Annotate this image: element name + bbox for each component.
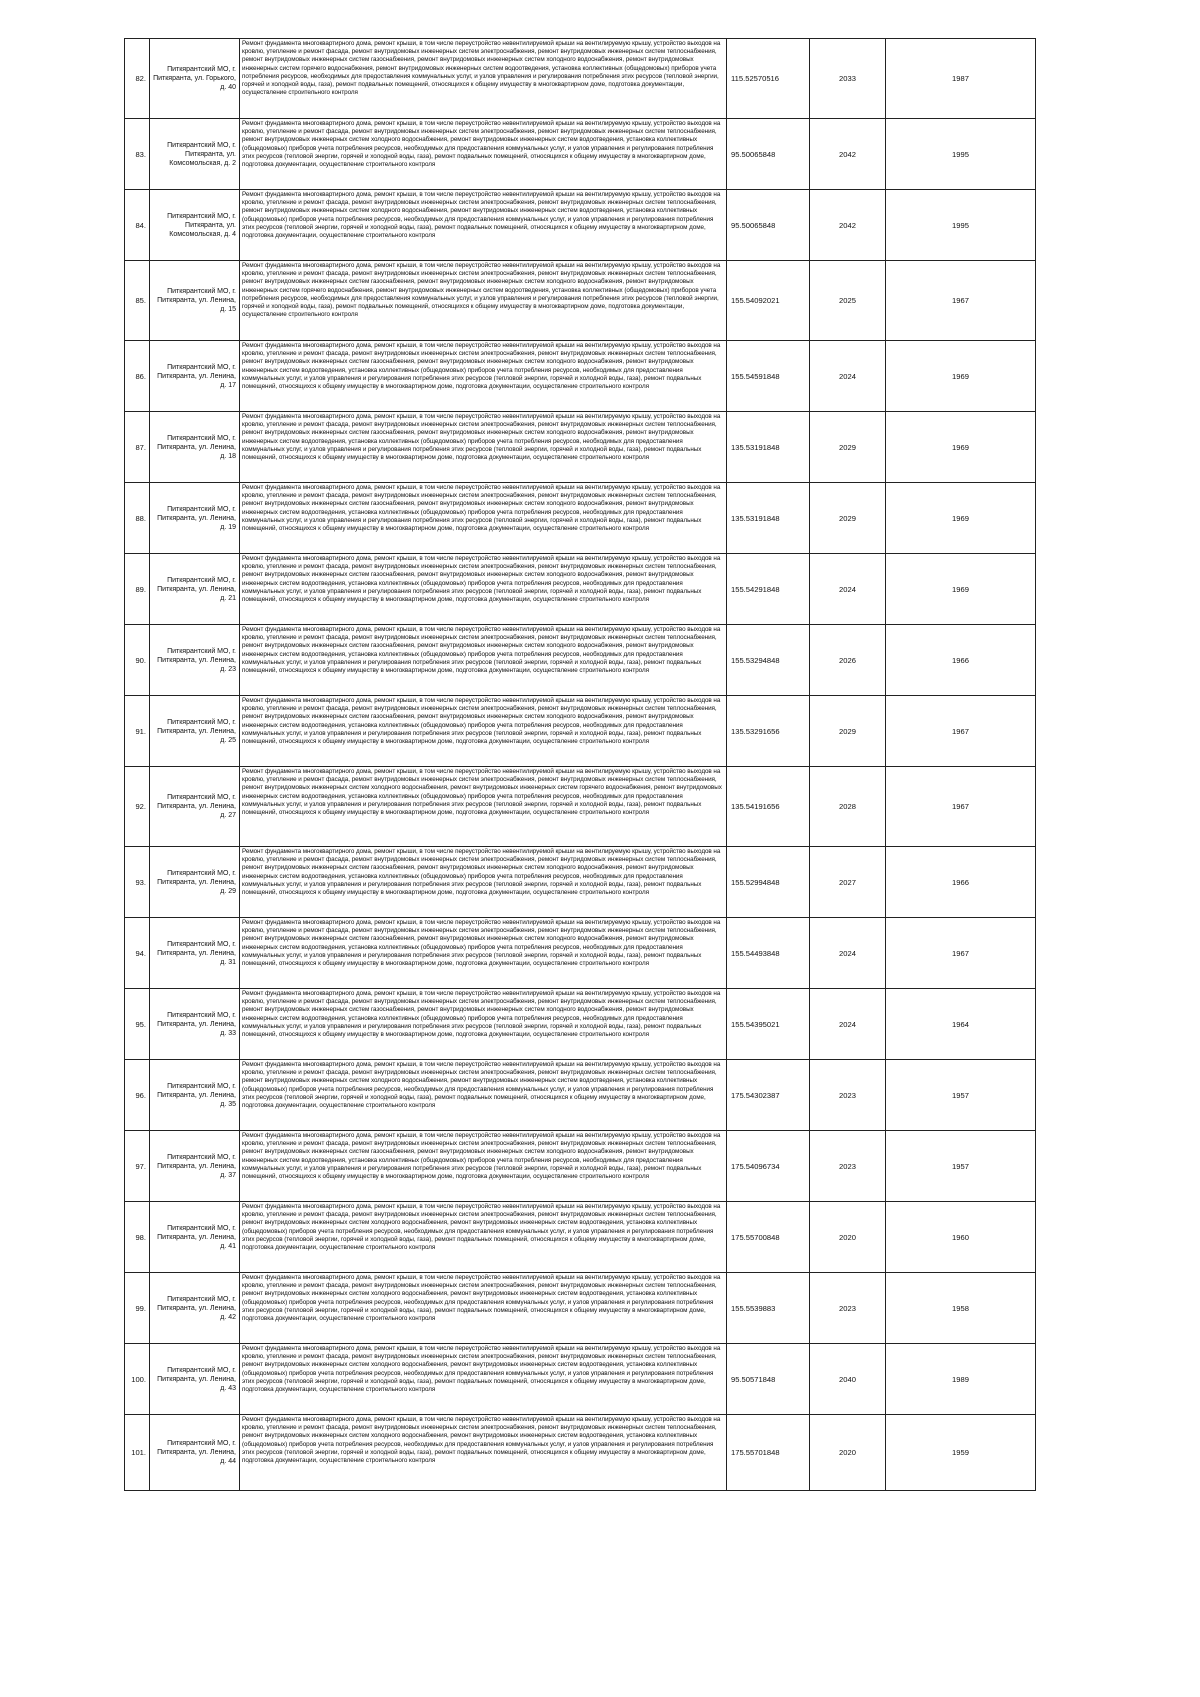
planned-year-cell: 2024 — [810, 554, 886, 625]
build-year-cell: 1960 — [886, 1202, 1036, 1273]
build-year-cell: 1957 — [886, 1060, 1036, 1131]
build-year-cell: 1966 — [886, 847, 1036, 918]
address-cell: Питкярантский МО, г. Питкяранта, ул. Ленина, д. 19 — [150, 483, 240, 554]
table-row — [125, 1060, 1036, 1131]
planned-year-cell: 2029 — [810, 412, 886, 483]
planned-year-cell: 2020 — [810, 1415, 886, 1491]
area-cell: 155.54493848 — [727, 918, 810, 989]
planned-year-cell: 2027 — [810, 847, 886, 918]
build-year-cell: 1987 — [886, 39, 1036, 119]
table-row — [125, 918, 1036, 989]
build-year-cell: 1967 — [886, 918, 1036, 989]
address-cell: Питкярантский МО, г. Питкяранта, ул. Ленина, д. 23 — [150, 625, 240, 696]
build-year-cell: 1969 — [886, 341, 1036, 412]
row-number: 90. — [125, 625, 150, 696]
area-cell: 175.55700848 — [727, 1202, 810, 1273]
row-number: 97. — [125, 1131, 150, 1202]
area-cell: 155.52994848 — [727, 847, 810, 918]
table-row — [125, 1273, 1036, 1344]
address-cell: Питкярантский МО, г. Питкяранта, ул. Комсомольская, д. 4 — [150, 190, 240, 261]
area-cell: 135.53191848 — [727, 412, 810, 483]
address-cell: Питкярантский МО, г. Питкяранта, ул. Ленина, д. 31 — [150, 918, 240, 989]
build-year-cell: 1995 — [886, 190, 1036, 261]
planned-year-cell: 2023 — [810, 1273, 886, 1344]
works-cell: Ремонт фундамента многоквартирного дома, ремонт крыши, в том числе переустройство невентилируемой крыши на вентилируемую крышу, устройство выходов на кровлю, утепление и ремонт фасада, ремонт внутридомовых инженерных систем электроснабжения, ремонт внутридомовых инженерных систем теплоснабжения, ремонт внутридомовых инженерных систем холодного водоснабжения, ремонт внутридомовых инженерных систем водоотведения, установка коллективных (общедомовых) приборов учета потребления ресурсов, необходимых для предоставления коммунальных услуг, и узлов управления и регулирования потребления этих ресурсов (тепловой энергии, горячей и холодной воды, газа), ремонт подвальных помещений, относящихся к общему имуществу в многоквартирном доме, подготовка документации, осуществление строительного контроля — [240, 119, 727, 190]
address-cell: Питкярантский МО, г. Питкяранта, ул. Ленина, д. 17 — [150, 341, 240, 412]
address-cell: Питкярантский МО, г. Питкяранта, ул. Ленина, д. 35 — [150, 1060, 240, 1131]
table-row — [125, 554, 1036, 625]
area-cell: 135.53291656 — [727, 696, 810, 767]
table-row — [125, 341, 1036, 412]
build-year-cell: 1969 — [886, 483, 1036, 554]
works-cell: Ремонт фундамента многоквартирного дома, ремонт крыши, в том числе переустройство невентилируемой крыши на вентилируемую крышу, устройство выходов на кровлю, утепление и ремонт фасада, ремонт внутридомовых инженерных систем электроснабжения, ремонт внутридомовых инженерных систем теплоснабжения, ремонт внутридомовых инженерных систем газоснабжения, ремонт внутридомовых инженерных систем холодного водоснабжения, ремонт внутридомовых инженерных систем горячего водоснабжения, ремонт внутридомовых инженерных систем водоотведения, установка коллективных (общедомовых) приборов учета потребления ресурсов, необходимых для предоставления коммунальных услуг, и узлов управления и регулирования потребления этих ресурсов (тепловой энергии, горячей и холодной воды, газа), ремонт подвальных помещений, относящихся к общему имуществу в многоквартирном доме, подготовка документации, осуществление строительного контроля — [240, 39, 727, 119]
build-year-cell: 1959 — [886, 1415, 1036, 1491]
build-year-cell: 1969 — [886, 554, 1036, 625]
row-number: 96. — [125, 1060, 150, 1131]
works-cell: Ремонт фундамента многоквартирного дома, ремонт крыши, в том числе переустройство невентилируемой крыши на вентилируемую крышу, устройство выходов на кровлю, утепление и ремонт фасада, ремонт внутридомовых инженерных систем электроснабжения, ремонт внутридомовых инженерных систем теплоснабжения, ремонт внутридомовых инженерных систем газоснабжения, ремонт внутридомовых инженерных систем холодного водоснабжения, ремонт внутридомовых инженерных систем водоотведения, установка коллективных (общедомовых) приборов учета потребления ресурсов, необходимых для предоставления коммунальных услуг, и узлов управления и регулирования потребления этих ресурсов (тепловой энергии, горячей и холодной воды, газа), ремонт подвальных помещений, относящихся к общему имуществу в многоквартирном доме, подготовка документации, осуществление строительного контроля — [240, 918, 727, 989]
table-row — [125, 483, 1036, 554]
area-cell: 155.54591848 — [727, 341, 810, 412]
works-cell: Ремонт фундамента многоквартирного дома, ремонт крыши, в том числе переустройство невентилируемой крыши на вентилируемую крышу, устройство выходов на кровлю, утепление и ремонт фасада, ремонт внутридомовых инженерных систем электроснабжения, ремонт внутридомовых инженерных систем теплоснабжения, ремонт внутридомовых инженерных систем газоснабжения, ремонт внутридомовых инженерных систем холодного водоснабжения, ремонт внутридомовых инженерных систем водоотведения, установка коллективных (общедомовых) приборов учета потребления ресурсов, необходимых для предоставления коммунальных услуг, и узлов управления и регулирования потребления этих ресурсов (тепловой энергии, горячей и холодной воды, газа), ремонт подвальных помещений, относящихся к общему имуществу в многоквартирном доме, подготовка документации, осуществление строительного контроля — [240, 696, 727, 767]
row-number: 82. — [125, 39, 150, 119]
row-number: 85. — [125, 261, 150, 341]
row-number: 88. — [125, 483, 150, 554]
area-cell: 155.53294848 — [727, 625, 810, 696]
address-cell: Питкярантский МО, г. Питкяранта, ул. Ленина, д. 41 — [150, 1202, 240, 1273]
planned-year-cell: 2033 — [810, 39, 886, 119]
works-cell: Ремонт фундамента многоквартирного дома, ремонт крыши, в том числе переустройство невентилируемой крыши на вентилируемую крышу, устройство выходов на кровлю, утепление и ремонт фасада, ремонт внутридомовых инженерных систем электроснабжения, ремонт внутридомовых инженерных систем теплоснабжения, ремонт внутридомовых инженерных систем холодного водоснабжения, ремонт внутридомовых инженерных систем водоотведения, установка коллективных (общедомовых) приборов учета потребления ресурсов, необходимых для предоставления коммунальных услуг, и узлов управления и регулирования потребления этих ресурсов (тепловой энергии, горячей и холодной воды, газа), ремонт подвальных помещений, относящихся к общему имуществу в многоквартирном доме, подготовка документации, осуществление строительного контроля — [240, 1273, 727, 1344]
planned-year-cell: 2023 — [810, 1131, 886, 1202]
planned-year-cell: 2040 — [810, 1344, 886, 1415]
table-row — [125, 1202, 1036, 1273]
row-number: 89. — [125, 554, 150, 625]
build-year-cell: 1967 — [886, 696, 1036, 767]
area-cell: 95.50571848 — [727, 1344, 810, 1415]
build-year-cell: 1957 — [886, 1131, 1036, 1202]
row-number: 94. — [125, 918, 150, 989]
address-cell: Питкярантский МО, г. Питкяранта, ул. Ленина, д. 18 — [150, 412, 240, 483]
works-cell: Ремонт фундамента многоквартирного дома, ремонт крыши, в том числе переустройство невентилируемой крыши на вентилируемую крышу, устройство выходов на кровлю, утепление и ремонт фасада, ремонт внутридомовых инженерных систем электроснабжения, ремонт внутридомовых инженерных систем теплоснабжения, ремонт внутридомовых инженерных систем газоснабжения, ремонт внутридомовых инженерных систем холодного водоснабжения, ремонт внутридомовых инженерных систем водоотведения, установка коллективных (общедомовых) приборов учета потребления ресурсов, необходимых для предоставления коммунальных услуг, и узлов управления и регулирования потребления этих ресурсов (тепловой энергии, горячей и холодной воды, газа), ремонт подвальных помещений, относящихся к общему имуществу в многоквартирном доме, подготовка документации, осуществление строительного контроля — [240, 341, 727, 412]
address-cell: Питкярантский МО, г. Питкяранта, ул. Ленина, д. 44 — [150, 1415, 240, 1491]
build-year-cell: 1958 — [886, 1273, 1036, 1344]
document-page — [124, 38, 1035, 1491]
works-cell: Ремонт фундамента многоквартирного дома, ремонт крыши, в том числе переустройство невентилируемой крыши на вентилируемую крышу, устройство выходов на кровлю, утепление и ремонт фасада, ремонт внутридомовых инженерных систем электроснабжения, ремонт внутридомовых инженерных систем теплоснабжения, ремонт внутридомовых инженерных систем холодного водоснабжения, ремонт внутридомовых инженерных систем водоотведения, установка коллективных (общедомовых) приборов учета потребления ресурсов, необходимых для предоставления коммунальных услуг, и узлов управления и регулирования потребления этих ресурсов (тепловой энергии, горячей и холодной воды, газа), ремонт подвальных помещений, относящихся к общему имуществу в многоквартирном доме, подготовка документации, осуществление строительного контроля — [240, 1202, 727, 1273]
row-number: 100. — [125, 1344, 150, 1415]
works-cell: Ремонт фундамента многоквартирного дома, ремонт крыши, в том числе переустройство невентилируемой крыши на вентилируемую крышу, устройство выходов на кровлю, утепление и ремонт фасада, ремонт внутридомовых инженерных систем электроснабжения, ремонт внутридомовых инженерных систем теплоснабжения, ремонт внутридомовых инженерных систем холодного водоснабжения, ремонт внутридомовых инженерных систем горячего водоснабжения, ремонт внутридомовых инженерных систем водоотведения, установка коллективных (общедомовых) приборов учета потребления ресурсов, необходимых для предоставления коммунальных услуг, и узлов управления и регулирования потребления этих ресурсов (тепловой энергии, горячей и холодной воды, газа), ремонт подвальных помещений, относящихся к общему имуществу в многоквартирном доме, подготовка документации, осуществление строительного контроля — [240, 767, 727, 847]
row-number: 101. — [125, 1415, 150, 1491]
works-cell: Ремонт фундамента многоквартирного дома, ремонт крыши, в том числе переустройство невентилируемой крыши на вентилируемую крышу, устройство выходов на кровлю, утепление и ремонт фасада, ремонт внутридомовых инженерных систем электроснабжения, ремонт внутридомовых инженерных систем теплоснабжения, ремонт внутридомовых инженерных систем газоснабжения, ремонт внутридомовых инженерных систем холодного водоснабжения, ремонт внутридомовых инженерных систем водоотведения, установка коллективных (общедомовых) приборов учета потребления ресурсов, необходимых для предоставления коммунальных услуг, и узлов управления и регулирования потребления этих ресурсов (тепловой энергии, горячей и холодной воды, газа), ремонт подвальных помещений, относящихся к общему имуществу в многоквартирном доме, подготовка документации, осуществление строительного контроля — [240, 483, 727, 554]
planned-year-cell: 2042 — [810, 190, 886, 261]
works-cell: Ремонт фундамента многоквартирного дома, ремонт крыши, в том числе переустройство невентилируемой крыши на вентилируемую крышу, устройство выходов на кровлю, утепление и ремонт фасада, ремонт внутридомовых инженерных систем электроснабжения, ремонт внутридомовых инженерных систем теплоснабжения, ремонт внутридомовых инженерных систем газоснабжения, ремонт внутридомовых инженерных систем холодного водоснабжения, ремонт внутридомовых инженерных систем водоотведения, установка коллективных (общедомовых) приборов учета потребления ресурсов, необходимых для предоставления коммунальных услуг, и узлов управления и регулирования потребления этих ресурсов (тепловой энергии, горячей и холодной воды, газа), ремонт подвальных помещений, относящихся к общему имуществу в многоквартирном доме, подготовка документации, осуществление строительного контроля — [240, 989, 727, 1060]
address-cell: Питкярантский МО, г. Питкяранта, ул. Ленина, д. 21 — [150, 554, 240, 625]
works-cell: Ремонт фундамента многоквартирного дома, ремонт крыши, в том числе переустройство невентилируемой крыши на вентилируемую крышу, устройство выходов на кровлю, утепление и ремонт фасада, ремонт внутридомовых инженерных систем электроснабжения, ремонт внутридомовых инженерных систем теплоснабжения, ремонт внутридомовых инженерных систем газоснабжения, ремонт внутридомовых инженерных систем холодного водоснабжения, ремонт внутридомовых инженерных систем горячего водоснабжения, ремонт внутридомовых инженерных систем водоотведения, установка коллективных (общедомовых) приборов учета потребления ресурсов, необходимых для предоставления коммунальных услуг, и узлов управления и регулирования потребления этих ресурсов (тепловой энергии, горячей и холодной воды, газа), ремонт подвальных помещений, относящихся к общему имуществу в многоквартирном доме, подготовка документации, осуществление строительного контроля — [240, 261, 727, 341]
table-row — [125, 190, 1036, 261]
planned-year-cell: 2024 — [810, 341, 886, 412]
address-cell: Питкярантский МО, г. Питкяранта, ул. Ленина, д. 27 — [150, 767, 240, 847]
table-row — [125, 39, 1036, 119]
address-cell: Питкярантский МО, г. Питкяранта, ул. Ленина, д. 25 — [150, 696, 240, 767]
planned-year-cell: 2024 — [810, 989, 886, 1060]
works-cell: Ремонт фундамента многоквартирного дома, ремонт крыши, в том числе переустройство невентилируемой крыши на вентилируемую крышу, устройство выходов на кровлю, утепление и ремонт фасада, ремонт внутридомовых инженерных систем электроснабжения, ремонт внутридомовых инженерных систем теплоснабжения, ремонт внутридомовых инженерных систем холодного водоснабжения, ремонт внутридомовых инженерных систем водоотведения, установка коллективных (общедомовых) приборов учета потребления ресурсов, необходимых для предоставления коммунальных услуг, и узлов управления и регулирования потребления этих ресурсов (тепловой энергии, горячей и холодной воды, газа), ремонт подвальных помещений, относящихся к общему имуществу в многоквартирном доме, подготовка документации, осуществление строительного контроля — [240, 1060, 727, 1131]
address-cell: Питкярантский МО, г. Питкяранта, ул. Горького, д. 40 — [150, 39, 240, 119]
table-row — [125, 767, 1036, 847]
build-year-cell: 1995 — [886, 119, 1036, 190]
row-number: 91. — [125, 696, 150, 767]
row-number: 83. — [125, 119, 150, 190]
row-number: 92. — [125, 767, 150, 847]
planned-year-cell: 2029 — [810, 483, 886, 554]
table-row — [125, 1344, 1036, 1415]
planned-year-cell: 2025 — [810, 261, 886, 341]
build-year-cell: 1967 — [886, 261, 1036, 341]
address-cell: Питкярантский МО, г. Питкяранта, ул. Ленина, д. 33 — [150, 989, 240, 1060]
build-year-cell: 1969 — [886, 412, 1036, 483]
address-cell: Питкярантский МО, г. Питкяранта, ул. Ленина, д. 29 — [150, 847, 240, 918]
row-number: 87. — [125, 412, 150, 483]
area-cell: 175.55701848 — [727, 1415, 810, 1491]
area-cell: 155.5539883 — [727, 1273, 810, 1344]
capital-repair-table — [124, 38, 1036, 1491]
area-cell: 115.52570516 — [727, 39, 810, 119]
works-cell: Ремонт фундамента многоквартирного дома, ремонт крыши, в том числе переустройство невентилируемой крыши на вентилируемую крышу, устройство выходов на кровлю, утепление и ремонт фасада, ремонт внутридомовых инженерных систем электроснабжения, ремонт внутридомовых инженерных систем теплоснабжения, ремонт внутридомовых инженерных систем газоснабжения, ремонт внутридомовых инженерных систем холодного водоснабжения, ремонт внутридомовых инженерных систем водоотведения, установка коллективных (общедомовых) приборов учета потребления ресурсов, необходимых для предоставления коммунальных услуг, и узлов управления и регулирования потребления этих ресурсов (тепловой энергии, горячей и холодной воды, газа), ремонт подвальных помещений, относящихся к общему имуществу в многоквартирном доме, подготовка документации, осуществление строительного контроля — [240, 847, 727, 918]
area-cell: 175.54096734 — [727, 1131, 810, 1202]
address-cell: Питкярантский МО, г. Питкяранта, ул. Ленина, д. 15 — [150, 261, 240, 341]
area-cell: 155.54092021 — [727, 261, 810, 341]
address-cell: Питкярантский МО, г. Питкяранта, ул. Комсомольская, д. 2 — [150, 119, 240, 190]
planned-year-cell: 2026 — [810, 625, 886, 696]
table-row — [125, 696, 1036, 767]
planned-year-cell: 2024 — [810, 918, 886, 989]
row-number: 86. — [125, 341, 150, 412]
table-body — [125, 39, 1036, 1491]
planned-year-cell: 2020 — [810, 1202, 886, 1273]
works-cell: Ремонт фундамента многоквартирного дома, ремонт крыши, в том числе переустройство невентилируемой крыши на вентилируемую крышу, устройство выходов на кровлю, утепление и ремонт фасада, ремонт внутридомовых инженерных систем электроснабжения, ремонт внутридомовых инженерных систем теплоснабжения, ремонт внутридомовых инженерных систем газоснабжения, ремонт внутридомовых инженерных систем холодного водоснабжения, ремонт внутридомовых инженерных систем водоотведения, установка коллективных (общедомовых) приборов учета потребления ресурсов, необходимых для предоставления коммунальных услуг, и узлов управления и регулирования потребления этих ресурсов (тепловой энергии, горячей и холодной воды, газа), ремонт подвальных помещений, относящихся к общему имуществу в многоквартирном доме, подготовка документации, осуществление строительного контроля — [240, 412, 727, 483]
works-cell: Ремонт фундамента многоквартирного дома, ремонт крыши, в том числе переустройство невентилируемой крыши на вентилируемую крышу, устройство выходов на кровлю, утепление и ремонт фасада, ремонт внутридомовых инженерных систем электроснабжения, ремонт внутридомовых инженерных систем теплоснабжения, ремонт внутридомовых инженерных систем газоснабжения, ремонт внутридомовых инженерных систем холодного водоснабжения, ремонт внутридомовых инженерных систем водоотведения, установка коллективных (общедомовых) приборов учета потребления ресурсов, необходимых для предоставления коммунальных услуг, и узлов управления и регулирования потребления этих ресурсов (тепловой энергии, горячей и холодной воды, газа), ремонт подвальных помещений, относящихся к общему имуществу в многоквартирном доме, подготовка документации, осуществление строительного контроля — [240, 1131, 727, 1202]
table-row — [125, 261, 1036, 341]
table-row — [125, 625, 1036, 696]
address-cell: Питкярантский МО, г. Питкяранта, ул. Ленина, д. 37 — [150, 1131, 240, 1202]
row-number: 99. — [125, 1273, 150, 1344]
table-row — [125, 119, 1036, 190]
area-cell: 155.54291848 — [727, 554, 810, 625]
area-cell: 135.53191848 — [727, 483, 810, 554]
row-number: 84. — [125, 190, 150, 261]
build-year-cell: 1967 — [886, 767, 1036, 847]
area-cell: 175.54302387 — [727, 1060, 810, 1131]
works-cell: Ремонт фундамента многоквартирного дома, ремонт крыши, в том числе переустройство невентилируемой крыши на вентилируемую крышу, устройство выходов на кровлю, утепление и ремонт фасада, ремонт внутридомовых инженерных систем электроснабжения, ремонт внутридомовых инженерных систем теплоснабжения, ремонт внутридомовых инженерных систем холодного водоснабжения, ремонт внутридомовых инженерных систем водоотведения, установка коллективных (общедомовых) приборов учета потребления ресурсов, необходимых для предоставления коммунальных услуг, и узлов управления и регулирования потребления этих ресурсов (тепловой энергии, горячей и холодной воды, газа), ремонт подвальных помещений, относящихся к общему имуществу в многоквартирном доме, подготовка документации, осуществление строительного контроля — [240, 1344, 727, 1415]
table-row — [125, 1415, 1036, 1491]
planned-year-cell: 2028 — [810, 767, 886, 847]
works-cell: Ремонт фундамента многоквартирного дома, ремонт крыши, в том числе переустройство невентилируемой крыши на вентилируемую крышу, устройство выходов на кровлю, утепление и ремонт фасада, ремонт внутридомовых инженерных систем электроснабжения, ремонт внутридомовых инженерных систем теплоснабжения, ремонт внутридомовых инженерных систем газоснабжения, ремонт внутридомовых инженерных систем холодного водоснабжения, ремонт внутридомовых инженерных систем водоотведения, установка коллективных (общедомовых) приборов учета потребления ресурсов, необходимых для предоставления коммунальных услуг, и узлов управления и регулирования потребления этих ресурсов (тепловой энергии, горячей и холодной воды, газа), ремонт подвальных помещений, относящихся к общему имуществу в многоквартирном доме, подготовка документации, осуществление строительного контроля — [240, 625, 727, 696]
row-number: 98. — [125, 1202, 150, 1273]
area-cell: 95.50065848 — [727, 190, 810, 261]
build-year-cell: 1989 — [886, 1344, 1036, 1415]
table-row — [125, 989, 1036, 1060]
address-cell: Питкярантский МО, г. Питкяранта, ул. Ленина, д. 43 — [150, 1344, 240, 1415]
build-year-cell: 1964 — [886, 989, 1036, 1060]
table-row — [125, 412, 1036, 483]
works-cell: Ремонт фундамента многоквартирного дома, ремонт крыши, в том числе переустройство невентилируемой крыши на вентилируемую крышу, устройство выходов на кровлю, утепление и ремонт фасада, ремонт внутридомовых инженерных систем электроснабжения, ремонт внутридомовых инженерных систем теплоснабжения, ремонт внутридомовых инженерных систем газоснабжения, ремонт внутридомовых инженерных систем холодного водоснабжения, ремонт внутридомовых инженерных систем водоотведения, установка коллективных (общедомовых) приборов учета потребления ресурсов, необходимых для предоставления коммунальных услуг, и узлов управления и регулирования потребления этих ресурсов (тепловой энергии, горячей и холодной воды, газа), ремонт подвальных помещений, относящихся к общему имуществу в многоквартирном доме, подготовка документации, осуществление строительного контроля — [240, 554, 727, 625]
planned-year-cell: 2029 — [810, 696, 886, 767]
row-number: 93. — [125, 847, 150, 918]
row-number: 95. — [125, 989, 150, 1060]
table-row — [125, 1131, 1036, 1202]
planned-year-cell: 2042 — [810, 119, 886, 190]
area-cell: 95.50065848 — [727, 119, 810, 190]
works-cell: Ремонт фундамента многоквартирного дома, ремонт крыши, в том числе переустройство невентилируемой крыши на вентилируемую крышу, устройство выходов на кровлю, утепление и ремонт фасада, ремонт внутридомовых инженерных систем электроснабжения, ремонт внутридомовых инженерных систем теплоснабжения, ремонт внутридомовых инженерных систем холодного водоснабжения, ремонт внутридомовых инженерных систем водоотведения, установка коллективных (общедомовых) приборов учета потребления ресурсов, необходимых для предоставления коммунальных услуг, и узлов управления и регулирования потребления этих ресурсов (тепловой энергии, горячей и холодной воды, газа), ремонт подвальных помещений, относящихся к общему имуществу в многоквартирном доме, подготовка документации, осуществление строительного контроля — [240, 190, 727, 261]
works-cell: Ремонт фундамента многоквартирного дома, ремонт крыши, в том числе переустройство невентилируемой крыши на вентилируемую крышу, устройство выходов на кровлю, утепление и ремонт фасада, ремонт внутридомовых инженерных систем электроснабжения, ремонт внутридомовых инженерных систем теплоснабжения, ремонт внутридомовых инженерных систем холодного водоснабжения, ремонт внутридомовых инженерных систем водоотведения, установка коллективных (общедомовых) приборов учета потребления ресурсов, необходимых для предоставления коммунальных услуг, и узлов управления и регулирования потребления этих ресурсов (тепловой энергии, горячей и холодной воды, газа), ремонт подвальных помещений, относящихся к общему имуществу в многоквартирном доме, подготовка документации, осуществление строительного контроля — [240, 1415, 727, 1491]
build-year-cell: 1966 — [886, 625, 1036, 696]
table-row — [125, 847, 1036, 918]
area-cell: 135.54191656 — [727, 767, 810, 847]
planned-year-cell: 2023 — [810, 1060, 886, 1131]
area-cell: 155.54395021 — [727, 989, 810, 1060]
address-cell: Питкярантский МО, г. Питкяранта, ул. Ленина, д. 42 — [150, 1273, 240, 1344]
